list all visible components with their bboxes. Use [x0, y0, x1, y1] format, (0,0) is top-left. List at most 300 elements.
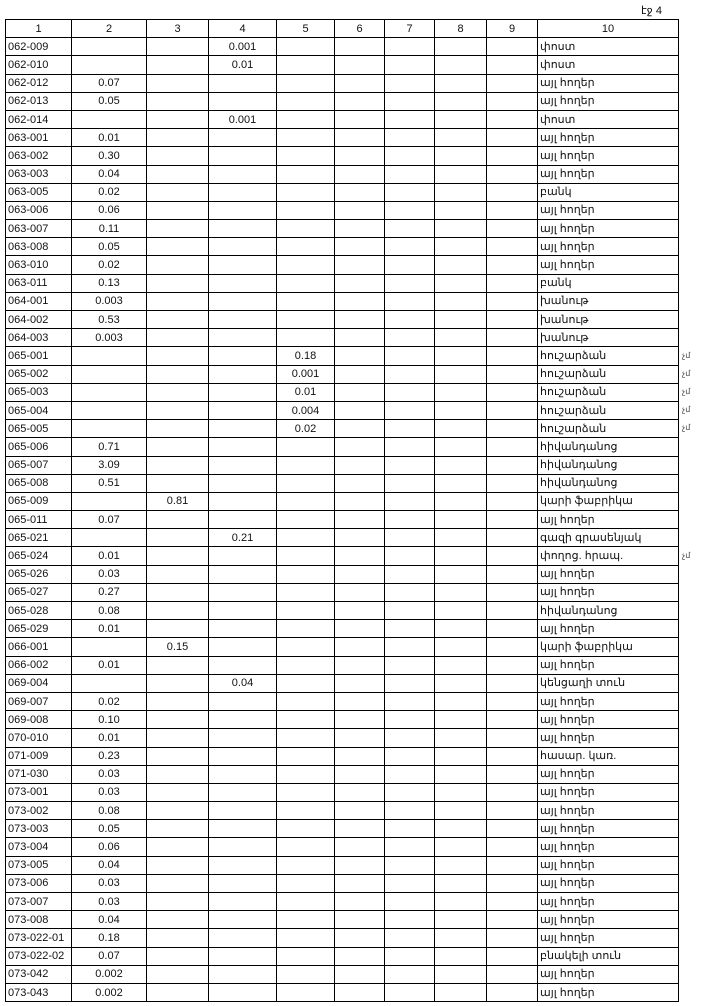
area-cell-col9 — [487, 965, 538, 983]
area-cell-col6 — [335, 947, 385, 965]
area-cell-col2 — [72, 110, 147, 128]
area-cell-col2: 0.05 — [72, 238, 147, 256]
area-cell-col4 — [209, 474, 277, 492]
area-cell-col6 — [335, 602, 385, 620]
area-cell-col8 — [435, 220, 487, 238]
area-cell-col9 — [487, 729, 538, 747]
area-cell-col9 — [487, 420, 538, 438]
area-cell-col2 — [72, 529, 147, 547]
area-cell-col9 — [487, 874, 538, 892]
area-cell-col7 — [385, 238, 435, 256]
land-use-cell: այլ հողեր — [538, 893, 679, 911]
area-cell-col6 — [335, 965, 385, 983]
area-cell-col5 — [277, 274, 335, 292]
area-cell-col4 — [209, 692, 277, 710]
area-cell-col7 — [385, 74, 435, 92]
land-use-cell: բնակելի տուն — [538, 947, 679, 965]
land-use-cell: այլ հողեր — [538, 965, 679, 983]
area-cell-col5 — [277, 311, 335, 329]
area-cell-col8 — [435, 292, 487, 310]
parcel-code-cell: 063-005 — [6, 183, 72, 201]
area-cell-col2 — [72, 420, 147, 438]
area-cell-col5 — [277, 165, 335, 183]
land-use-cell: հուշարձան — [538, 420, 679, 438]
parcel-code-cell: 063-006 — [6, 201, 72, 219]
area-cell-col3 — [147, 874, 209, 892]
area-cell-col2: 0.06 — [72, 201, 147, 219]
area-cell-col3 — [147, 674, 209, 692]
area-cell-col2: 0.02 — [72, 256, 147, 274]
land-use-cell: փողոց. հրապ. — [538, 547, 679, 565]
area-cell-col5 — [277, 329, 335, 347]
area-cell-col6 — [335, 474, 385, 492]
area-cell-col7 — [385, 874, 435, 892]
parcel-code-cell: 073-003 — [6, 820, 72, 838]
area-cell-col8 — [435, 329, 487, 347]
area-cell-col2: 0.01 — [72, 656, 147, 674]
area-cell-col9 — [487, 365, 538, 383]
table-row — [6, 256, 679, 274]
area-cell-col5 — [277, 511, 335, 529]
table-row — [6, 656, 679, 674]
area-cell-col7 — [385, 274, 435, 292]
parcel-code-cell: 073-043 — [6, 983, 72, 1001]
area-cell-col2: 0.30 — [72, 147, 147, 165]
land-use-cell: հիվանդանոց — [538, 474, 679, 492]
page-label: էջ 4 — [641, 5, 662, 17]
land-use-cell: այլ հողեր — [538, 220, 679, 238]
area-cell-col4 — [209, 947, 277, 965]
area-cell-col3 — [147, 347, 209, 365]
table-row — [6, 820, 679, 838]
area-cell-col9 — [487, 92, 538, 110]
area-cell-col9 — [487, 383, 538, 401]
area-cell-col2: 0.07 — [72, 947, 147, 965]
area-cell-col6 — [335, 201, 385, 219]
area-cell-col9 — [487, 438, 538, 456]
area-cell-col9 — [487, 765, 538, 783]
area-cell-col5 — [277, 129, 335, 147]
area-cell-col2 — [72, 347, 147, 365]
area-cell-col8 — [435, 274, 487, 292]
area-cell-col6 — [335, 165, 385, 183]
land-use-cell: այլ հողեր — [538, 565, 679, 583]
area-cell-col5: 0.18 — [277, 347, 335, 365]
area-cell-col6 — [335, 238, 385, 256]
area-cell-col2 — [72, 56, 147, 74]
area-cell-col3 — [147, 165, 209, 183]
parcel-code-cell: 065-021 — [6, 529, 72, 547]
parcel-code-cell: 073-006 — [6, 874, 72, 892]
area-cell-col6 — [335, 74, 385, 92]
area-cell-col6 — [335, 874, 385, 892]
area-cell-col9 — [487, 292, 538, 310]
area-cell-col5: 0.004 — [277, 401, 335, 419]
area-cell-col4 — [209, 838, 277, 856]
area-cell-col8 — [435, 129, 487, 147]
area-cell-col9 — [487, 311, 538, 329]
area-cell-col6 — [335, 347, 385, 365]
area-cell-col3 — [147, 583, 209, 601]
land-use-cell: այլ հողեր — [538, 165, 679, 183]
land-use-cell: այլ հողեր — [538, 620, 679, 638]
parcel-code-cell: 064-003 — [6, 329, 72, 347]
land-register-table — [5, 19, 679, 1002]
area-cell-col2: 0.23 — [72, 747, 147, 765]
area-cell-col3 — [147, 747, 209, 765]
area-cell-col8 — [435, 311, 487, 329]
land-use-cell: հուշարձան — [538, 365, 679, 383]
area-cell-col2: 0.71 — [72, 438, 147, 456]
land-use-cell: այլ հողեր — [538, 911, 679, 929]
area-cell-col3 — [147, 92, 209, 110]
area-cell-col4 — [209, 856, 277, 874]
parcel-code-cell: 065-027 — [6, 583, 72, 601]
column-header-6: 6 — [335, 20, 385, 38]
table-header-row — [6, 20, 679, 38]
area-cell-col3 — [147, 929, 209, 947]
area-cell-col6 — [335, 256, 385, 274]
area-cell-col6 — [335, 929, 385, 947]
area-cell-col6 — [335, 638, 385, 656]
area-cell-col8 — [435, 456, 487, 474]
area-cell-col8 — [435, 983, 487, 1001]
area-cell-col3 — [147, 365, 209, 383]
area-cell-col5 — [277, 201, 335, 219]
land-use-cell: այլ հողեր — [538, 511, 679, 529]
table-row — [6, 274, 679, 292]
area-cell-col2: 0.03 — [72, 893, 147, 911]
table-row — [6, 420, 679, 438]
area-cell-col7 — [385, 129, 435, 147]
area-cell-col8 — [435, 656, 487, 674]
parcel-code-cell: 071-030 — [6, 765, 72, 783]
parcel-code-cell: 065-001 — [6, 347, 72, 365]
area-cell-col2 — [72, 383, 147, 401]
area-cell-col2: 0.04 — [72, 165, 147, 183]
area-cell-col7 — [385, 456, 435, 474]
area-cell-col8 — [435, 365, 487, 383]
area-cell-col6 — [335, 129, 385, 147]
area-cell-col2: 0.01 — [72, 729, 147, 747]
area-cell-col4 — [209, 983, 277, 1001]
parcel-code-cell: 073-007 — [6, 893, 72, 911]
area-cell-col2: 0.02 — [72, 692, 147, 710]
margin-mark: չմ — [682, 350, 691, 360]
land-use-cell: այլ հողեր — [538, 856, 679, 874]
area-cell-col2: 0.03 — [72, 565, 147, 583]
area-cell-col8 — [435, 438, 487, 456]
table-row — [6, 165, 679, 183]
area-cell-col4 — [209, 165, 277, 183]
area-cell-col8 — [435, 638, 487, 656]
area-cell-col7 — [385, 220, 435, 238]
parcel-code-cell: 073-008 — [6, 911, 72, 929]
area-cell-col4 — [209, 820, 277, 838]
column-header-1: 1 — [6, 20, 72, 38]
table-row — [6, 583, 679, 601]
parcel-code-cell: 073-005 — [6, 856, 72, 874]
area-cell-col3 — [147, 329, 209, 347]
area-cell-col7 — [385, 438, 435, 456]
area-cell-col8 — [435, 820, 487, 838]
area-cell-col5 — [277, 256, 335, 274]
area-cell-col3 — [147, 529, 209, 547]
area-cell-col2 — [72, 401, 147, 419]
area-cell-col7 — [385, 602, 435, 620]
parcel-code-cell: 073-022-01 — [6, 929, 72, 947]
area-cell-col9 — [487, 547, 538, 565]
area-cell-col7 — [385, 147, 435, 165]
area-cell-col5 — [277, 802, 335, 820]
parcel-code-cell: 064-002 — [6, 311, 72, 329]
area-cell-col4 — [209, 74, 277, 92]
margin-mark: չմ — [682, 368, 691, 378]
parcel-code-cell: 073-042 — [6, 965, 72, 983]
area-cell-col9 — [487, 511, 538, 529]
land-use-cell: այլ հողեր — [538, 238, 679, 256]
parcel-code-cell: 062-014 — [6, 110, 72, 128]
table-row — [6, 201, 679, 219]
area-cell-col3 — [147, 838, 209, 856]
area-cell-col2: 0.11 — [72, 220, 147, 238]
parcel-code-cell: 063-002 — [6, 147, 72, 165]
area-cell-col8 — [435, 947, 487, 965]
area-cell-col2: 0.27 — [72, 583, 147, 601]
land-use-cell: այլ հողեր — [538, 929, 679, 947]
area-cell-col8 — [435, 38, 487, 56]
parcel-code-cell: 065-009 — [6, 492, 72, 510]
area-cell-col8 — [435, 492, 487, 510]
area-cell-col6 — [335, 56, 385, 74]
area-cell-col5 — [277, 565, 335, 583]
area-cell-col4 — [209, 256, 277, 274]
area-cell-col3 — [147, 565, 209, 583]
column-header-10: 10 — [538, 20, 679, 38]
area-cell-col7 — [385, 511, 435, 529]
area-cell-col9 — [487, 74, 538, 92]
area-cell-col4 — [209, 92, 277, 110]
area-cell-col4 — [209, 401, 277, 419]
parcel-code-cell: 063-003 — [6, 165, 72, 183]
land-use-cell: այլ հողեր — [538, 783, 679, 801]
area-cell-col9 — [487, 529, 538, 547]
area-cell-col3 — [147, 729, 209, 747]
area-cell-col4 — [209, 147, 277, 165]
table-row — [6, 110, 679, 128]
area-cell-col9 — [487, 329, 538, 347]
area-cell-col4 — [209, 765, 277, 783]
table-row — [6, 729, 679, 747]
area-cell-col5 — [277, 547, 335, 565]
area-cell-col5 — [277, 893, 335, 911]
area-cell-col2: 0.03 — [72, 874, 147, 892]
table-row — [6, 511, 679, 529]
area-cell-col2: 0.18 — [72, 929, 147, 947]
area-cell-col3 — [147, 420, 209, 438]
table-row — [6, 292, 679, 310]
area-cell-col8 — [435, 929, 487, 947]
area-cell-col4 — [209, 620, 277, 638]
area-cell-col3 — [147, 456, 209, 474]
land-use-cell: փոստ — [538, 38, 679, 56]
area-cell-col2: 0.01 — [72, 620, 147, 638]
table-row — [6, 638, 679, 656]
area-cell-col8 — [435, 256, 487, 274]
parcel-code-cell: 062-009 — [6, 38, 72, 56]
area-cell-col3 — [147, 765, 209, 783]
table-row — [6, 929, 679, 947]
area-cell-col8 — [435, 511, 487, 529]
area-cell-col2: 3.09 — [72, 456, 147, 474]
table-row — [6, 783, 679, 801]
table-row — [6, 856, 679, 874]
land-use-cell: այլ հողեր — [538, 201, 679, 219]
area-cell-col5 — [277, 856, 335, 874]
area-cell-col9 — [487, 474, 538, 492]
area-cell-col6 — [335, 856, 385, 874]
area-cell-col2 — [72, 492, 147, 510]
parcel-code-cell: 063-001 — [6, 129, 72, 147]
area-cell-col8 — [435, 110, 487, 128]
area-cell-col5 — [277, 92, 335, 110]
area-cell-col4 — [209, 602, 277, 620]
area-cell-col6 — [335, 674, 385, 692]
area-cell-col4 — [209, 238, 277, 256]
area-cell-col6 — [335, 747, 385, 765]
area-cell-col7 — [385, 820, 435, 838]
area-cell-col6 — [335, 692, 385, 710]
area-cell-col2: 0.51 — [72, 474, 147, 492]
area-cell-col5 — [277, 56, 335, 74]
area-cell-col3 — [147, 56, 209, 74]
area-cell-col3 — [147, 311, 209, 329]
area-cell-col9 — [487, 711, 538, 729]
parcel-code-cell: 063-010 — [6, 256, 72, 274]
area-cell-col2: 0.03 — [72, 765, 147, 783]
area-cell-col5: 0.02 — [277, 420, 335, 438]
area-cell-col9 — [487, 656, 538, 674]
area-cell-col7 — [385, 529, 435, 547]
area-cell-col5 — [277, 602, 335, 620]
area-cell-col8 — [435, 692, 487, 710]
parcel-code-cell: 065-005 — [6, 420, 72, 438]
area-cell-col9 — [487, 492, 538, 510]
table-row — [6, 438, 679, 456]
area-cell-col3 — [147, 511, 209, 529]
area-cell-col7 — [385, 311, 435, 329]
area-cell-col4 — [209, 420, 277, 438]
area-cell-col9 — [487, 802, 538, 820]
area-cell-col5 — [277, 765, 335, 783]
table-row — [6, 529, 679, 547]
area-cell-col3 — [147, 129, 209, 147]
area-cell-col9 — [487, 256, 538, 274]
area-cell-col4 — [209, 365, 277, 383]
area-cell-col8 — [435, 474, 487, 492]
area-cell-col3 — [147, 983, 209, 1001]
area-cell-col4 — [209, 347, 277, 365]
area-cell-col4 — [209, 783, 277, 801]
land-use-cell: հուշարձան — [538, 347, 679, 365]
land-use-cell: այլ հողեր — [538, 820, 679, 838]
area-cell-col9 — [487, 565, 538, 583]
area-cell-col5 — [277, 220, 335, 238]
area-cell-col3 — [147, 602, 209, 620]
area-cell-col9 — [487, 838, 538, 856]
area-cell-col6 — [335, 893, 385, 911]
area-cell-col5 — [277, 820, 335, 838]
area-cell-col3 — [147, 401, 209, 419]
area-cell-col5 — [277, 965, 335, 983]
parcel-code-cell: 073-004 — [6, 838, 72, 856]
table-row — [6, 674, 679, 692]
table-row — [6, 383, 679, 401]
area-cell-col9 — [487, 56, 538, 74]
area-cell-col5 — [277, 38, 335, 56]
parcel-code-cell: 065-007 — [6, 456, 72, 474]
area-cell-col6 — [335, 820, 385, 838]
area-cell-col7 — [385, 110, 435, 128]
area-cell-col2: 0.003 — [72, 329, 147, 347]
area-cell-col4 — [209, 965, 277, 983]
area-cell-col3 — [147, 656, 209, 674]
column-header-9: 9 — [487, 20, 538, 38]
area-cell-col3 — [147, 74, 209, 92]
area-cell-col6 — [335, 401, 385, 419]
area-cell-col6 — [335, 529, 385, 547]
area-cell-col8 — [435, 165, 487, 183]
area-cell-col8 — [435, 74, 487, 92]
area-cell-col8 — [435, 56, 487, 74]
area-cell-col5 — [277, 620, 335, 638]
table-row — [6, 74, 679, 92]
area-cell-col4: 0.01 — [209, 56, 277, 74]
area-cell-col3 — [147, 820, 209, 838]
parcel-code-cell: 063-011 — [6, 274, 72, 292]
area-cell-col8 — [435, 238, 487, 256]
parcel-code-cell: 065-008 — [6, 474, 72, 492]
table-row — [6, 311, 679, 329]
parcel-code-cell: 069-007 — [6, 692, 72, 710]
area-cell-col7 — [385, 711, 435, 729]
parcel-code-cell: 062-013 — [6, 92, 72, 110]
area-cell-col9 — [487, 620, 538, 638]
area-cell-col7 — [385, 492, 435, 510]
land-use-cell: այլ հողեր — [538, 765, 679, 783]
table-row — [6, 547, 679, 565]
area-cell-col8 — [435, 401, 487, 419]
area-cell-col8 — [435, 602, 487, 620]
area-cell-col7 — [385, 692, 435, 710]
area-cell-col3 — [147, 893, 209, 911]
column-header-4: 4 — [209, 20, 277, 38]
land-use-cell: այլ հողեր — [538, 729, 679, 747]
area-cell-col4 — [209, 656, 277, 674]
area-cell-col3 — [147, 201, 209, 219]
column-header-7: 7 — [385, 20, 435, 38]
area-cell-col8 — [435, 620, 487, 638]
area-cell-col3 — [147, 220, 209, 238]
land-use-cell: այլ հողեր — [538, 711, 679, 729]
parcel-code-cell: 065-006 — [6, 438, 72, 456]
area-cell-col6 — [335, 456, 385, 474]
area-cell-col8 — [435, 147, 487, 165]
area-cell-col4 — [209, 747, 277, 765]
area-cell-col8 — [435, 183, 487, 201]
area-cell-col7 — [385, 165, 435, 183]
land-use-cell: կարի ֆաբրիկա — [538, 492, 679, 510]
